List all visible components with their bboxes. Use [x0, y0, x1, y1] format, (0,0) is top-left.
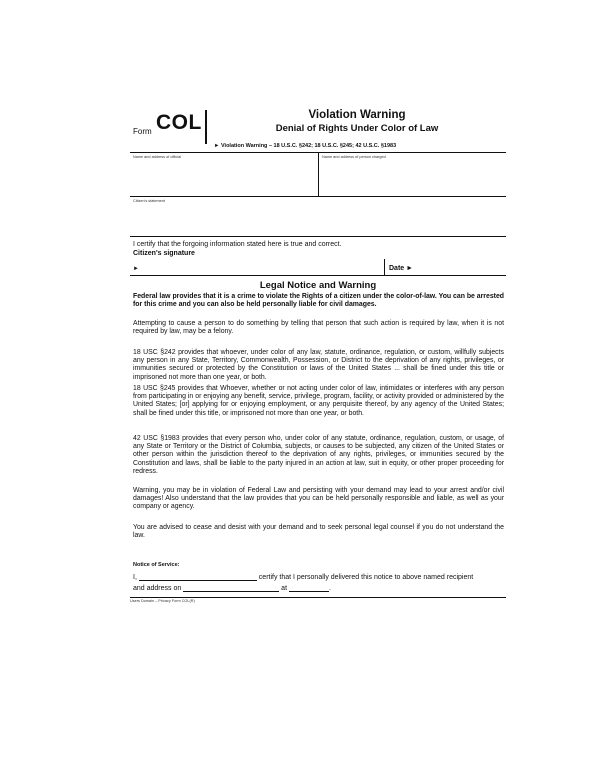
- legal-intro: Federal law provides that it is a crime to violate the Rights of a citizen under the color-of-law. You can be arrested for this crime and you can also be held personally liable for civil damages.: [133, 293, 504, 309]
- statute-references: ► Violation Warning – 18 U.S.C. §242; 18 U.S.C. §245; 42 U.S.C. §1983: [214, 143, 397, 149]
- date-field[interactable]: [420, 260, 504, 274]
- date-divider: [384, 259, 385, 275]
- fields-rule: [130, 196, 506, 197]
- notice-line1-prefix: I,: [133, 574, 137, 581]
- legal-usc-245: 18 USC §245 provides that Whoever, whether or not acting under color of law, intimidates or interferes with any person from participating in or enjoying any benefit, service, privilege, program, facility, or activity provided or administered by the United States; [or] applying for or enjoying employment, or any perquisite thereof, by any agency of the United States; shall be fined under this title, or imprisoned not more than one year, or both.: [133, 385, 504, 417]
- statement-field[interactable]: [130, 204, 506, 236]
- notice-line2-end: .: [328, 585, 331, 592]
- form-word: Form: [133, 127, 152, 136]
- notice-line2-prefix: and address on: [133, 585, 182, 592]
- header-divider: [205, 110, 207, 144]
- certification-statement: I certify that the forgoing information stated here is true and correct.: [133, 241, 342, 248]
- signature-field[interactable]: [142, 260, 382, 274]
- form-page: [130, 108, 506, 616]
- form-subtitle: Denial of Rights Under Color of Law: [275, 123, 439, 134]
- official-name-label: Name and address of official: [133, 155, 182, 159]
- statement-label: Citizen's statement: [133, 199, 165, 203]
- legal-advice: You are advised to cease and desist with your demand and to seek personal legal counsel if you do not understand the law.: [133, 524, 504, 540]
- legal-usc-1983: 42 USC §1983 provides that every person who, under color of any statute, ordinance, regulation, custom, or usage, of any State or Territory or the District of Columbia, subjects, or causes to be subjected, any citizen of the United States or other person within the jurisdiction thereof to the deprivation of any rights, privileges, or immunities secured by the Constitution and laws, shall be liable to the party injured in an action at law, suit in equity, or other proper proceeding for redress.: [133, 435, 504, 475]
- form-code: COL: [156, 111, 202, 134]
- legal-attempt: Attempting to cause a person to do something by telling that person that such action is required by law, when it is not required by law, may be a felony.: [133, 320, 504, 336]
- certification-rule: [130, 275, 506, 276]
- legal-usc-242: 18 USC §242 provides that whoever, under color of any law, statute, ordinance, regulation, or custom, willfully subjects any person in any State, Territory, Commonwealth, Possession, or District to the deprivation of any rights, privileges, or immunities secured or protected by the Constitution or laws of the United States ... shall be fined under this title or imprisoned not more than one year, or both.: [133, 349, 504, 381]
- footer-rule: [130, 597, 506, 598]
- notice-line-1: [133, 573, 504, 581]
- notice-line1-suffix: certify that I personally delivered this notice to above named recipient: [258, 574, 474, 581]
- footer-text: Users Domain – Privacy Form COL(R): [130, 599, 195, 603]
- service-time-field[interactable]: [289, 584, 329, 592]
- notice-line2-mid: at: [281, 585, 288, 592]
- server-name-field[interactable]: [139, 573, 257, 581]
- legal-title: Legal Notice and Warning: [259, 280, 377, 291]
- signature-label: Citizen's signature: [133, 250, 195, 257]
- service-date-field[interactable]: [183, 584, 279, 592]
- official-name-field[interactable]: [130, 160, 318, 196]
- notice-title: Notice of Service:: [133, 562, 180, 568]
- statement-rule: [130, 236, 506, 237]
- date-label: Date ►: [389, 265, 414, 272]
- notice-line-2: [133, 584, 504, 592]
- charged-name-field[interactable]: [319, 160, 506, 196]
- legal-warning: Warning, you may be in violation of Federal Law and persisting with your demand may lead to your arrest and/or civil damages! Also understand that the law provides that you can be held personally responsible and liable, as well as your company or agency.: [133, 487, 504, 511]
- signature-arrow-icon: ►: [133, 266, 139, 272]
- charged-name-label: Name and address of person charged: [322, 155, 386, 159]
- form-title: Violation Warning: [308, 109, 406, 121]
